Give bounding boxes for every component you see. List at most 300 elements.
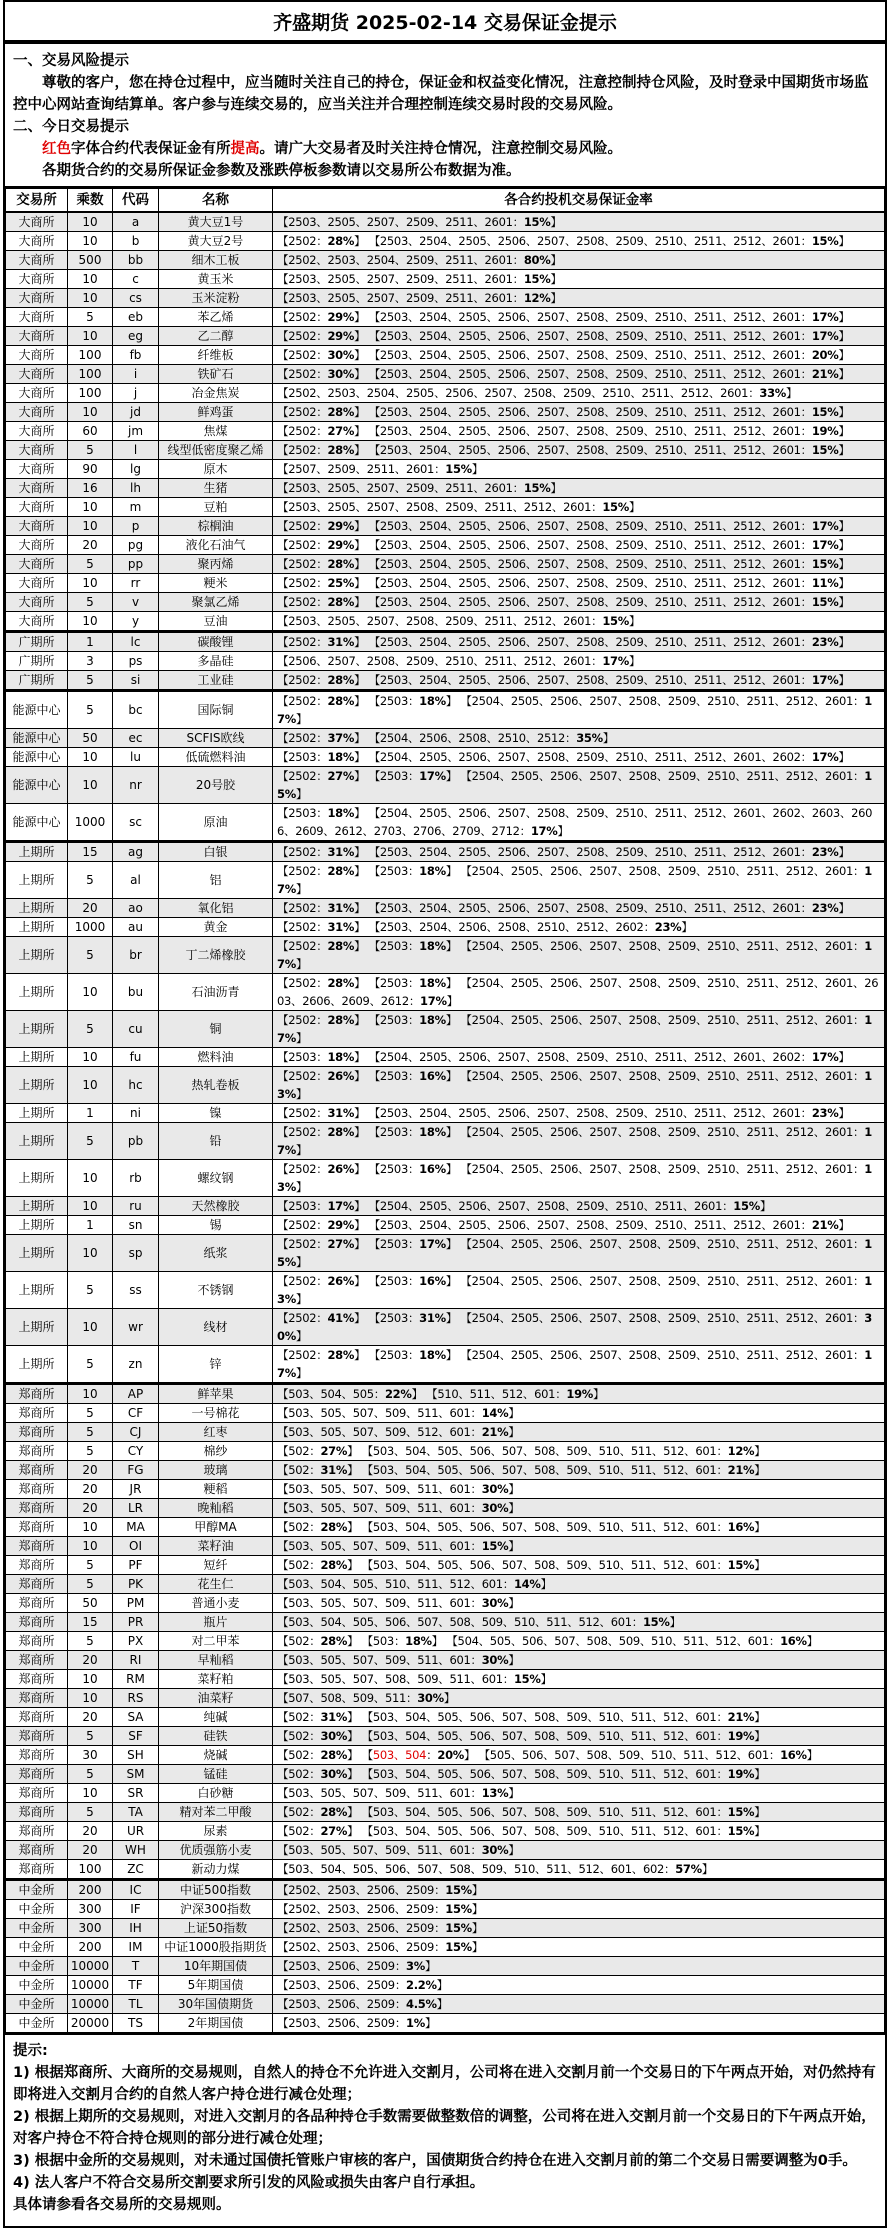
- exchange-cell: 郑商所: [6, 1404, 68, 1423]
- rate-group: 【2502、2503、2506、2509：15%】: [277, 1883, 484, 1897]
- margin-rate-value: 31%: [327, 845, 355, 859]
- code-cell: lg: [113, 460, 159, 479]
- rates-cell: [273, 574, 885, 593]
- name-cell: 油菜籽: [159, 1689, 273, 1708]
- footer-heading: 提示:: [13, 2043, 48, 2059]
- margin-rate-value: 26%: [327, 1069, 355, 1083]
- multiplier-cell: 16: [68, 479, 113, 498]
- contract-list: 2502: [288, 348, 317, 362]
- risk-body: 尊敬的客户，您在持仓过程中，应当随时关注自己的持仓，保证金和权益变化情况，注意控制持仓风险，及时登录中国期货市场监控中心网站查询结算单。客户参与连续交易的，应当关注并合理控制连续交易时段的交易风险。: [13, 75, 869, 113]
- margin-rate-value: 15%: [277, 769, 872, 801]
- margin-rate-value: 15%: [727, 1558, 755, 1572]
- rate-group: 【2503、2505、2507、2509、2511、2601：15%】: [277, 272, 562, 286]
- name-cell: 苯乙烯: [159, 308, 273, 327]
- rate-group: 【2502：26%】: [277, 1274, 366, 1288]
- name-cell: 10年期国债: [159, 1957, 273, 1976]
- multiplier-cell: 10: [68, 1048, 113, 1067]
- margin-rate-value: 1%: [406, 2016, 425, 2030]
- contract-list: 2502: [288, 1348, 317, 1362]
- table-row: [6, 729, 885, 748]
- rates-cell: [273, 1900, 885, 1919]
- rates-cell: [273, 403, 885, 422]
- exchange-cell: 大商所: [6, 327, 68, 346]
- rates-cell: [273, 1651, 885, 1670]
- code-cell: ao: [113, 899, 159, 918]
- rates-cell: [273, 1708, 885, 1727]
- multiplier-cell: 10: [68, 1384, 113, 1404]
- margin-rate-value: 15%: [642, 1615, 670, 1629]
- multiplier-cell: 5: [68, 691, 113, 729]
- rate-group: 【2502：28%】: [277, 405, 366, 419]
- margin-rate-value: 29%: [327, 1218, 355, 1232]
- table-row: [6, 974, 885, 1011]
- rates-cell: [273, 1461, 885, 1480]
- contract-list: 502: [288, 1805, 310, 1819]
- table-row: [6, 804, 885, 842]
- table-row: [6, 918, 885, 937]
- name-cell: 20号胶: [159, 767, 273, 804]
- table-row: [6, 346, 885, 365]
- code-cell: RI: [113, 1651, 159, 1670]
- rates-cell: [273, 289, 885, 308]
- exchange-cell: 中金所: [6, 1957, 68, 1976]
- exchange-cell: 中金所: [6, 1880, 68, 1900]
- rates-cell: [273, 1822, 885, 1841]
- margin-rate-value: 17%: [811, 310, 839, 324]
- contract-list: 2503: [288, 1050, 317, 1064]
- exchange-cell: 郑商所: [6, 1670, 68, 1689]
- name-cell: 一号棉花: [159, 1404, 273, 1423]
- name-cell: 石油沥青: [159, 974, 273, 1011]
- margin-rate-value: 15%: [523, 215, 551, 229]
- rates-cell: [273, 1670, 885, 1689]
- rate-group: 【503、505、507、509、511、601：14%】: [277, 1406, 520, 1420]
- margin-rate-value: 31%: [327, 1106, 355, 1120]
- exchange-cell: 上期所: [6, 918, 68, 937]
- table-row: [6, 1995, 885, 2014]
- rate-group: 【2503：31%】: [368, 1311, 458, 1325]
- margin-rate-value: 17%: [811, 750, 839, 764]
- notice-text: 字体合约代表保证金有所: [71, 141, 231, 157]
- footer-note: 2) 根据上期所的交易规则，对进入交割月的各品种持仓手数需要做整数倍的调整，公司将在进入交割月前一个交易日的下午两点开始，对客户持仓不符合持仓规则的部分进行减仓处理；: [13, 2109, 876, 2147]
- rates-cell: [273, 1067, 885, 1104]
- contract-list: 2503、2504、2505、2506、2507、2508、2509、2510、2511、2512、2601: [379, 576, 801, 590]
- table-row: [6, 593, 885, 612]
- exchange-cell: 郑商所: [6, 1784, 68, 1803]
- contract-list: 2502、2503、2504、2509、2511、2601: [288, 253, 513, 267]
- rates-cell: [273, 479, 885, 498]
- contract-list: 2503: [379, 1162, 408, 1176]
- rate-group: 【2503、2505、2507、2509、2511、2601：15%】: [277, 215, 562, 229]
- rate-group: 【2502：41%】: [277, 1311, 366, 1325]
- exchange-cell: 中金所: [6, 2014, 68, 2034]
- rate-group: 【2504、2505、2506、2507、2508、2509、2510、2511、2512、2601、2602：17%】: [368, 1050, 850, 1064]
- exchange-cell: 大商所: [6, 384, 68, 403]
- name-cell: 纸浆: [159, 1235, 273, 1272]
- contract-list: 503、505、507、508、509、511、601: [288, 1672, 503, 1686]
- rate-group: 【2503、2504、2505、2506、2507、2508、2509、2510、2511、2512、2601：19%】: [368, 424, 850, 438]
- code-cell: j: [113, 384, 159, 403]
- contract-list: 502: [288, 1729, 310, 1743]
- name-cell: 铁矿石: [159, 365, 273, 384]
- contract-list: 2503: [288, 1199, 317, 1213]
- name-cell: 原油: [159, 804, 273, 842]
- code-cell: p: [113, 517, 159, 536]
- code-cell: lh: [113, 479, 159, 498]
- margin-rate-value: 23%: [654, 920, 682, 934]
- contract-list: 502: [288, 1463, 310, 1477]
- margin-rate-value: 15%: [811, 557, 839, 571]
- exchange-cell: 上期所: [6, 1104, 68, 1123]
- rate-group: 【503、504、505、506、507、508、509、510、511、512、601、602：57%】: [277, 1862, 714, 1876]
- multiplier-cell: 5: [68, 555, 113, 574]
- margin-rate-value: 28%: [327, 939, 355, 953]
- code-cell: ss: [113, 1272, 159, 1309]
- multiplier-cell: 200: [68, 1938, 113, 1957]
- name-cell: 玉米淀粉: [159, 289, 273, 308]
- multiplier-cell: 5: [68, 1011, 113, 1048]
- name-cell: 菜籽粕: [159, 1670, 273, 1689]
- margin-rate-value: 18%: [327, 1050, 355, 1064]
- rates-cell: [273, 729, 885, 748]
- table-row: [6, 289, 885, 308]
- rate-group: 【2502：31%】: [277, 635, 366, 649]
- contract-list: 2503、2504、2505、2506、2507、2508、2509、2510、2511、2512、2601: [379, 310, 801, 324]
- table-row: [6, 1822, 885, 1841]
- exchange-cell: 中金所: [6, 1976, 68, 1995]
- contract-list: 2503、2504、2505、2506、2507、2508、2509、2510、2511、2512、2601: [379, 635, 801, 649]
- exchange-cell: 上期所: [6, 1011, 68, 1048]
- margin-rate-value: 15%: [445, 1883, 472, 1897]
- margin-rate-value: 21%: [811, 367, 839, 381]
- red-highlight-text: 红色: [42, 141, 71, 157]
- rates-cell: [273, 1784, 885, 1803]
- multiplier-cell: 10000: [68, 1976, 113, 1995]
- contract-list: 2502、2503、2506、2509: [288, 1883, 435, 1897]
- rate-group: 【2503：18%】: [368, 1013, 458, 1027]
- contract-list: 2504、2505、2506、2507、2508、2509、2510、2511、2512、2601、2602、2603、2606、2609、2612、2703、2706、2709、2712: [277, 806, 873, 838]
- col-header-name: 名称: [159, 188, 273, 213]
- name-cell: 线型低密度聚乙烯: [159, 441, 273, 460]
- rates-cell: [273, 899, 885, 918]
- margin-rate-value: 13%: [277, 1274, 872, 1306]
- rate-group: 【2502、2503、2504、2505、2506、2507、2508、2509、2510、2511、2512、2601：33%】: [277, 386, 798, 400]
- contract-list: 2503、2505、2507、2508、2509、2511、2512、2601: [288, 614, 592, 628]
- rate-group: 【2502：27%】: [277, 424, 366, 438]
- code-cell: pg: [113, 536, 159, 555]
- rates-cell: [273, 1976, 885, 1995]
- multiplier-cell: 10: [68, 1518, 113, 1537]
- rate-group: 【502：31%】: [277, 1463, 359, 1477]
- name-cell: 不锈钢: [159, 1272, 273, 1309]
- contract-list: 2503、2506、2509: [288, 1978, 395, 1992]
- table-row: [6, 1197, 885, 1216]
- margin-rate-value: 27%: [320, 1444, 348, 1458]
- table-row: [6, 1727, 885, 1746]
- multiplier-cell: 10: [68, 748, 113, 767]
- margin-rate-value: 26%: [327, 1274, 355, 1288]
- rates-cell: [273, 1123, 885, 1160]
- multiplier-cell: 1000: [68, 804, 113, 842]
- rate-group: 【503：18%】: [361, 1634, 443, 1648]
- name-cell: 烧碱: [159, 1746, 273, 1765]
- multiplier-cell: 60: [68, 422, 113, 441]
- margin-rate-value: 31%: [327, 920, 355, 934]
- margin-rate-value: 15%: [523, 481, 551, 495]
- margin-rate-value: 30%: [327, 348, 355, 362]
- code-cell: TL: [113, 1995, 159, 2014]
- rate-group: 【2503：18%】: [368, 694, 458, 708]
- margin-rate-value: 16%: [780, 1634, 807, 1648]
- margin-rate-value: 29%: [327, 538, 355, 552]
- rates-cell: [273, 767, 885, 804]
- multiplier-cell: 15: [68, 842, 113, 862]
- name-cell: 豆粕: [159, 498, 273, 517]
- contract-list: 2502: [288, 329, 317, 343]
- rate-group: 【503、504、505、506、507、508、509、510、511、512、601：15%】: [361, 1824, 766, 1838]
- margin-rate-value: 17%: [327, 1199, 355, 1213]
- multiplier-cell: 10: [68, 974, 113, 1011]
- margin-rate-value: 15%: [445, 1902, 472, 1916]
- margin-rate-value: 23%: [811, 1106, 839, 1120]
- rate-group: 【502：28%】: [277, 1748, 359, 1762]
- multiplier-cell: 1: [68, 1104, 113, 1123]
- contract-list: 2502: [288, 920, 317, 934]
- rate-group: 【2503、2505、2507、2508、2509、2511、2512、2601：15%】: [277, 500, 641, 514]
- table-row: [6, 1048, 885, 1067]
- rate-group: 【2504、2505、2506、2507、2508、2509、2510、2511、2512、2601：17%】: [277, 1125, 872, 1157]
- margin-rate-value: 16%: [419, 1274, 446, 1288]
- rate-group: 【503、504、505、506、507、508、509、510、511、512、601：15%】: [277, 1615, 681, 1629]
- code-cell: IH: [113, 1919, 159, 1938]
- contract-list: 2502、2503、2506、2509: [288, 1902, 435, 1916]
- contract-list: 503、504、505、506、507、508、509、510、511、512、601: [372, 1558, 717, 1572]
- margin-rate-value: 18%: [419, 939, 446, 953]
- exchange-cell: 能源中心: [6, 729, 68, 748]
- name-cell: 铜: [159, 1011, 273, 1048]
- multiplier-cell: 10: [68, 1689, 113, 1708]
- rate-group: 【2503、2505、2507、2509、2511、2601：15%】: [277, 481, 562, 495]
- rates-cell: [273, 1518, 885, 1537]
- rates-cell: [273, 804, 885, 842]
- exchange-cell: 能源中心: [6, 691, 68, 729]
- rates-cell: [273, 1216, 885, 1235]
- contract-list: 503、504、505、506、507、508、509、510、511、512、601: [372, 1444, 717, 1458]
- rates-cell: [273, 1272, 885, 1309]
- contract-list: 2504、2505、2506、2507、2508、2509、2510、2511、2512、2601、2603、2606、2609、2612: [277, 976, 879, 1008]
- contract-list: 2502: [288, 1106, 317, 1120]
- margin-rate-value: 30%: [320, 1729, 348, 1743]
- contract-list: 503、505、507、509、511、601: [288, 1596, 471, 1610]
- multiplier-cell: 10: [68, 1670, 113, 1689]
- margin-rate-value: 28%: [327, 673, 355, 687]
- contract-list: 2502: [288, 901, 317, 915]
- rates-cell: [273, 1235, 885, 1272]
- rate-group: 【2504、2505、2506、2507、2508、2509、2510、2511、2512、2601、2603、2606、2609、2612：17%】: [277, 976, 879, 1008]
- contract-list: 2503: [379, 769, 408, 783]
- exchange-cell: 上期所: [6, 1309, 68, 1346]
- rate-group: 【502：27%】: [277, 1444, 359, 1458]
- rates-cell: [273, 1309, 885, 1346]
- rates-cell: [273, 1048, 885, 1067]
- name-cell: 冶金焦炭: [159, 384, 273, 403]
- multiplier-cell: 3: [68, 652, 113, 671]
- multiplier-cell: 300: [68, 1900, 113, 1919]
- table-row: [6, 1575, 885, 1594]
- rate-group: 【2502：28%】: [277, 939, 366, 953]
- margin-rate-value: 19%: [566, 1387, 594, 1401]
- rate-group: 【2502：37%】: [277, 731, 366, 745]
- name-cell: 鲜鸡蛋: [159, 403, 273, 422]
- contract-list: 503、505、507、509、512、601: [288, 1425, 471, 1439]
- footer-note: 3) 根据中金所的交易规则，对未通过国债托管账户审核的客户，国债期货合约持仓在进入交割月前的第二个交易日需要调整为0手。: [13, 2153, 857, 2169]
- multiplier-cell: 10: [68, 232, 113, 251]
- name-cell: 锌: [159, 1346, 273, 1384]
- col-header-exchange: 交易所: [6, 188, 68, 213]
- exchange-cell: 广期所: [6, 632, 68, 652]
- margin-rate-value: 23%: [811, 901, 839, 915]
- name-cell: 聚丙烯: [159, 555, 273, 574]
- table-row: [6, 1423, 885, 1442]
- rate-group: 【2503、2506、2509：3%】: [277, 1959, 437, 1973]
- margin-rate-value: 31%: [320, 1710, 348, 1724]
- rate-group: 【2502：31%】: [277, 845, 366, 859]
- footer-note: 4) 法人客户不符合交易所交割要求所引发的风险或损失由客户自行承担。: [13, 2175, 485, 2191]
- contract-list: 2503、2504、2505、2506、2507、2508、2509、2510、2511、2512、2601: [379, 367, 801, 381]
- contract-list: 2503: [379, 694, 408, 708]
- rates-cell: [273, 1499, 885, 1518]
- table-header-row: [6, 188, 885, 213]
- code-cell: RS: [113, 1689, 159, 1708]
- name-cell: 对二甲苯: [159, 1632, 273, 1651]
- code-cell: lu: [113, 748, 159, 767]
- exchange-cell: 中金所: [6, 1995, 68, 2014]
- name-cell: 棕榈油: [159, 517, 273, 536]
- name-cell: 花生仁: [159, 1575, 273, 1594]
- contract-list: 503、505、507、509、511、601: [288, 1843, 471, 1857]
- name-cell: 锰硅: [159, 1765, 273, 1784]
- table-row: [6, 536, 885, 555]
- code-cell: wr: [113, 1309, 159, 1346]
- contract-list: 2503、2504、2505、2506、2507、2508、2509、2510、2511、2512、2601: [379, 845, 801, 859]
- contract-list: 2503、2504、2505、2506、2507、2508、2509、2510、2511、2512、2601: [379, 673, 801, 687]
- rates-cell: [273, 536, 885, 555]
- rate-group: 【502：28%】: [277, 1558, 359, 1572]
- rate-group: 【2504、2505、2506、2507、2508、2509、2510、2511、2512、2601：17%】: [277, 864, 872, 896]
- contract-list: 2503: [288, 806, 317, 820]
- table-row: [6, 1499, 885, 1518]
- contract-list: 2502: [288, 424, 317, 438]
- multiplier-cell: 20: [68, 899, 113, 918]
- rate-group: 【502：30%】: [277, 1767, 359, 1781]
- table-row: [6, 1860, 885, 1880]
- name-cell: 棉纱: [159, 1442, 273, 1461]
- table-row: [6, 1518, 885, 1537]
- name-cell: 豆油: [159, 612, 273, 632]
- table-row: [6, 1594, 885, 1613]
- name-cell: 红枣: [159, 1423, 273, 1442]
- name-cell: 纤维板: [159, 346, 273, 365]
- contract-list: 2502: [288, 595, 317, 609]
- code-cell: c: [113, 270, 159, 289]
- rates-cell: [273, 918, 885, 937]
- red-highlight-text: 提高: [230, 141, 260, 157]
- contract-list: 503、505、507、509、511、601: [288, 1653, 471, 1667]
- multiplier-cell: 50: [68, 729, 113, 748]
- multiplier-cell: 10: [68, 270, 113, 289]
- name-cell: 玻璃: [159, 1461, 273, 1480]
- contract-list: 505、506、507、508、509、510、511、512、601: [489, 1748, 769, 1762]
- code-cell: PK: [113, 1575, 159, 1594]
- rate-group: 【2502：29%】: [277, 519, 366, 533]
- rate-group: 【2504、2505、2506、2507、2508、2509、2510、2511、2512、2601、2602：17%】: [368, 750, 850, 764]
- rate-group: 【2504、2506、2508、2510、2512：35%】: [368, 731, 615, 745]
- code-cell: y: [113, 612, 159, 632]
- contract-list: 503: [372, 1634, 394, 1648]
- table-row: [6, 232, 885, 251]
- code-cell: au: [113, 918, 159, 937]
- table-row: [6, 1104, 885, 1123]
- table-row: [6, 1803, 885, 1822]
- rate-group: 【2507、2509、2511、2601：15%】: [277, 462, 484, 476]
- col-header-multiplier: 乘数: [68, 188, 113, 213]
- contract-list: 2503: [379, 864, 408, 878]
- contract-list: 503、504、505: [288, 1387, 374, 1401]
- rate-group: 【2502：28%】: [277, 557, 366, 571]
- rates-cell: [273, 1011, 885, 1048]
- contract-list: 2504、2505、2506、2507、2508、2509、2510、2511、2512、2601: [471, 1348, 854, 1362]
- rate-group: 【2503：18%】: [277, 806, 366, 820]
- name-cell: 粳稻: [159, 1480, 273, 1499]
- contract-list: 502: [288, 1710, 310, 1724]
- exchange-cell: 郑商所: [6, 1442, 68, 1461]
- multiplier-cell: 10: [68, 1197, 113, 1216]
- contract-list: 2502: [288, 310, 317, 324]
- table-row: [6, 479, 885, 498]
- exchange-cell: 郑商所: [6, 1556, 68, 1575]
- margin-rate-value: 2.2%: [406, 1978, 437, 1992]
- code-cell: ec: [113, 729, 159, 748]
- contract-list: 2504、2505、2506、2507、2508、2509、2510、2511、2512、2601: [471, 864, 854, 878]
- contract-list: 503、505、507、509、511、601: [288, 1501, 471, 1515]
- contract-list: 502: [288, 1444, 310, 1458]
- rates-cell: [273, 2014, 885, 2034]
- exchange-cell: 大商所: [6, 212, 68, 232]
- rate-group: 【2503、2504、2505、2506、2507、2508、2509、2510、2511、2512、2601：15%】: [368, 557, 850, 571]
- rate-group: 【2502：29%】: [277, 329, 366, 343]
- rate-group: 【2504、2505、2506、2507、2508、2509、2510、2511、2512、2601：17%】: [277, 1013, 872, 1045]
- rate-group: 【2503、2504、2505、2506、2507、2508、2509、2510、2511、2512、2601：17%】: [368, 538, 850, 552]
- contract-list: 2502: [288, 976, 317, 990]
- exchange-cell: 上期所: [6, 1067, 68, 1104]
- margin-rate-value: 14%: [513, 1577, 541, 1591]
- multiplier-cell: 100: [68, 1860, 113, 1880]
- contract-list: 503、504、505、510、511、512、601: [288, 1577, 503, 1591]
- margin-rate-value: 30%: [481, 1501, 509, 1515]
- contract-list: 2502: [288, 367, 317, 381]
- margin-rate-value: 14%: [481, 1406, 509, 1420]
- code-cell: sp: [113, 1235, 159, 1272]
- exchange-cell: 郑商所: [6, 1480, 68, 1499]
- exchange-cell: 上期所: [6, 1235, 68, 1272]
- rate-group: 【2503、2504、2505、2506、2507、2508、2509、2510、2511、2512、2601：21%】: [368, 1218, 850, 1232]
- name-cell: 工业硅: [159, 671, 273, 691]
- multiplier-cell: 100: [68, 384, 113, 403]
- contract-list: 2502: [288, 557, 317, 571]
- table-row: [6, 691, 885, 729]
- margin-rate-value: 17%: [419, 769, 446, 783]
- contract-list: 503、505、507、509、511、601: [288, 1482, 471, 1496]
